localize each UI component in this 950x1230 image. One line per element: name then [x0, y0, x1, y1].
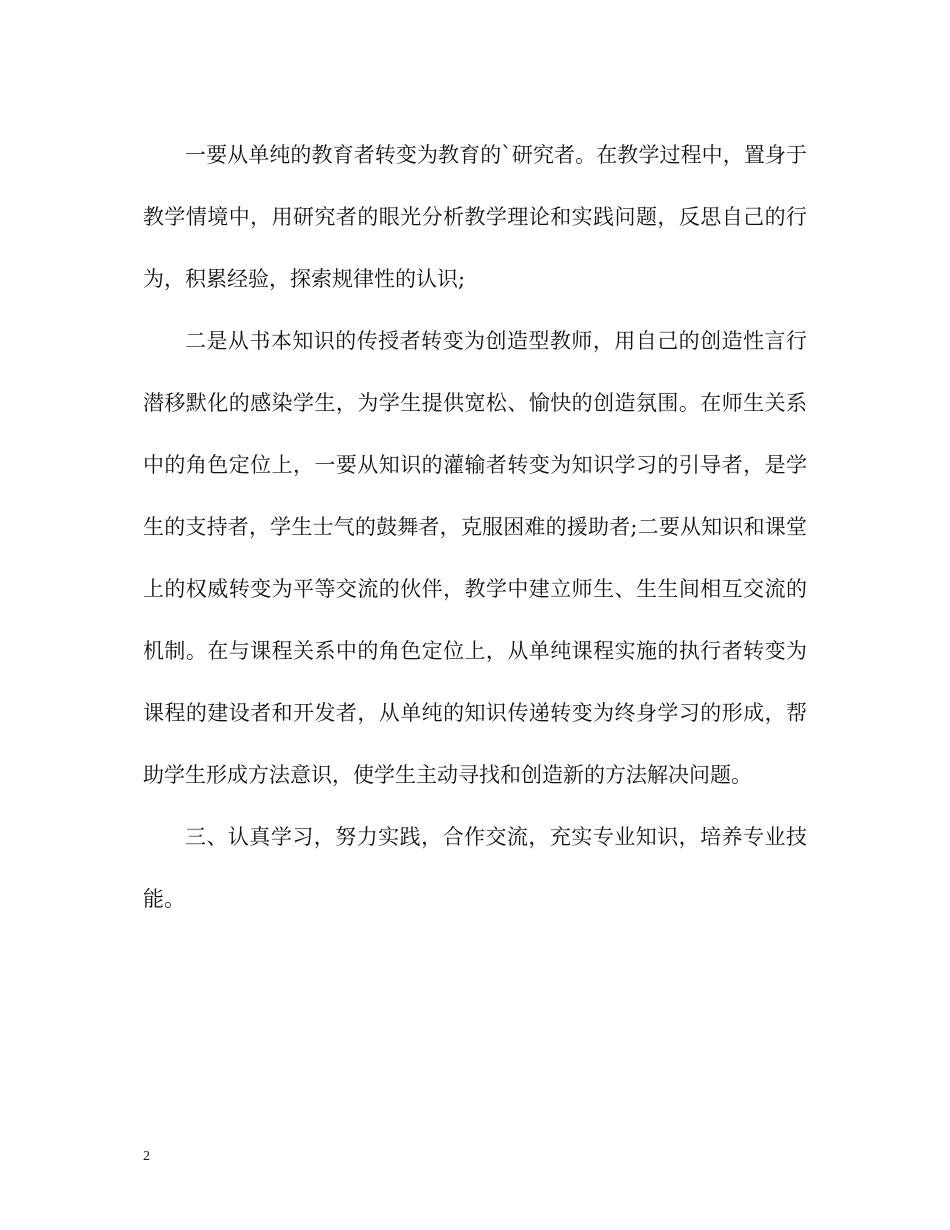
paragraph-2: 二是从书本知识的传授者转变为创造型教师，用自己的创造性言行潜移默化的感染学生，为学生提供宽松、愉快的创造氛围。在师生关系中的角色定位上，一要从知识的灌输者转变为知识学习的引导者，是学生的支持者，学生士气的鼓舞者，克服困难的援助者;二要从知识和课堂上的权威转变为平等交流的伙伴，教学中建立师生、生生间相互交流的机制。在与课程关系中的角色定位上，从单纯课程实施的执行者转变为课程的建设者和开发者，从单纯的知识传递转变为终身学习的形成，帮助学生形成方法意识，使学生主动寻找和创造新的方法解决问题。	[143, 329, 807, 787]
page-number: 2	[143, 1149, 150, 1164]
paragraph-1: 一要从单纯的教育者转变为教育的`研究者。在教学过程中，置身于教学情境中，用研究者的眼光分析教学理论和实践问题，反思自己的行为，积累经验，探索规律性的认识;	[143, 143, 807, 291]
document-body	[143, 124, 807, 930]
paragraph-3: 三、认真学习，努力实践，合作交流，充实专业知识，培养专业技能。	[143, 825, 807, 911]
